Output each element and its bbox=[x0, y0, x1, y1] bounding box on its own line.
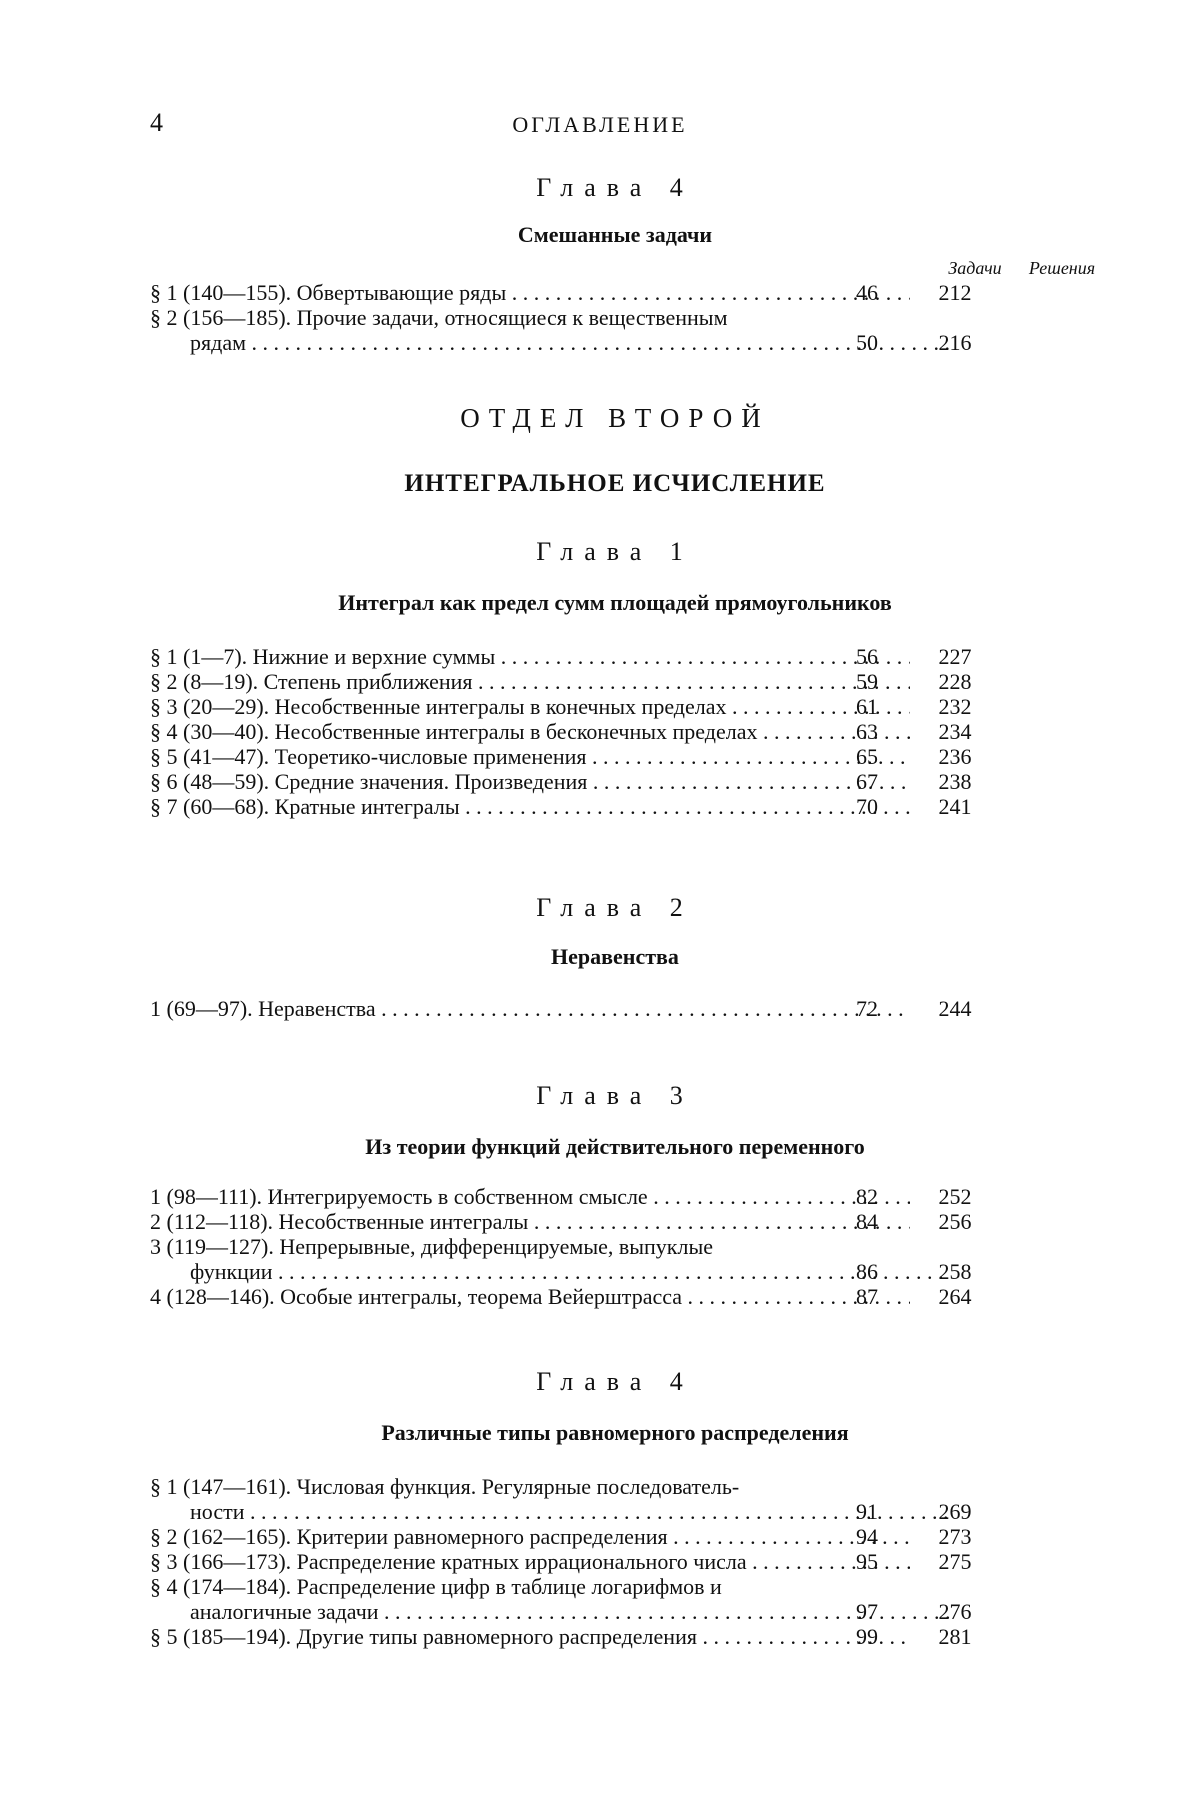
section-chapter-1 bbox=[150, 532, 1080, 819]
toc-entry bbox=[150, 669, 1080, 694]
toc-entry-title: функции . . . bbox=[150, 1259, 950, 1284]
page-tasks: 87 bbox=[832, 1284, 902, 1309]
page-solutions: 244 bbox=[920, 996, 990, 1021]
chapter-title: Различные типы равномерного распределения bbox=[150, 1416, 1080, 1450]
page-solutions: 228 bbox=[920, 669, 990, 694]
toc-entry-title: § 7 (60—68). Кратные интегралы . . . bbox=[150, 794, 910, 819]
page-solutions: 276 bbox=[920, 1599, 990, 1624]
toc-entry-title: § 3 (20—29). Несобственные интегралы в конечных пределах . . . bbox=[150, 694, 910, 719]
toc-entry-title: 4 (128—146). Особые интегралы, теорема Вейерштрасса . . . bbox=[150, 1284, 910, 1309]
toc-entry-title-line: § 2 (156—185). Прочие задачи, относящиеся к вещественным bbox=[150, 305, 910, 330]
chapter-heading: Глава 2 bbox=[150, 888, 1080, 928]
section-chapter-3 bbox=[150, 1076, 1080, 1309]
toc-entry-title: § 2 (162—165). Критерии равномерного распределения . . . bbox=[150, 1524, 910, 1549]
part-label: ОТДЕЛ ВТОРОЙ bbox=[150, 398, 1080, 438]
part-heading-block bbox=[150, 398, 1080, 504]
toc-entry-title-line: 3 (119—127). Непрерывные, дифференцируемые, выпуклые bbox=[150, 1234, 910, 1259]
toc-entry-title: § 2 (8—19). Степень приближения . . . bbox=[150, 669, 910, 694]
page-tasks: 63 bbox=[832, 719, 902, 744]
section-chapter-2 bbox=[150, 888, 1080, 1021]
toc-entry-title: § 5 (185—194). Другие типы равномерного распределения . . . bbox=[150, 1624, 910, 1649]
toc-entry-title-line: § 1 (147—161). Числовая функция. Регулярные последователь- bbox=[150, 1474, 910, 1499]
page-tasks: 70 bbox=[832, 794, 902, 819]
toc-page bbox=[0, 0, 1200, 1803]
page-solutions: 238 bbox=[920, 769, 990, 794]
page-tasks: 59 bbox=[832, 669, 902, 694]
page-tasks: 67 bbox=[832, 769, 902, 794]
toc-entry bbox=[150, 305, 1080, 355]
page-solutions: 275 bbox=[920, 1549, 990, 1574]
chapter-heading: Глава 3 bbox=[150, 1076, 1080, 1116]
toc-entry bbox=[150, 1624, 1080, 1649]
toc-list bbox=[150, 280, 1080, 355]
toc-entry bbox=[150, 1574, 1080, 1624]
toc-entry-title: § 1 (140—155). Обвертывающие ряды . . . bbox=[150, 280, 910, 305]
page-number: 4 bbox=[150, 108, 163, 138]
section-mixed-problems bbox=[150, 168, 1080, 355]
toc-entry bbox=[150, 644, 1080, 669]
toc-entry bbox=[150, 744, 1080, 769]
chapter-heading: Глава 4 bbox=[150, 1362, 1080, 1402]
toc-entry bbox=[150, 694, 1080, 719]
toc-entry-title: § 3 (166—173). Распределение кратных иррационального числа . . . bbox=[150, 1549, 910, 1574]
toc-entry-title: § 5 (41—47). Теоретико-числовые применения . . . bbox=[150, 744, 910, 769]
toc-entry-title: § 4 (30—40). Несобственные интегралы в бесконечных пределах . . . bbox=[150, 719, 910, 744]
column-header-solutions: Решения bbox=[1012, 258, 1112, 279]
toc-entry bbox=[150, 794, 1080, 819]
chapter-title: Смешанные задачи bbox=[150, 218, 1080, 252]
page-tasks: 61 bbox=[832, 694, 902, 719]
page-solutions: 273 bbox=[920, 1524, 990, 1549]
page-solutions: 258 bbox=[920, 1259, 990, 1284]
page-tasks: 46 bbox=[832, 280, 902, 305]
page-tasks: 72 bbox=[832, 996, 902, 1021]
toc-entry-title: аналогичные задачи . . . bbox=[150, 1599, 950, 1624]
page-solutions: 216 bbox=[920, 330, 990, 355]
page-solutions: 227 bbox=[920, 644, 990, 669]
toc-entry bbox=[150, 996, 1080, 1021]
page-tasks: 50 bbox=[832, 330, 902, 355]
toc-entry bbox=[150, 280, 1080, 305]
page-tasks: 56 bbox=[832, 644, 902, 669]
page-tasks: 94 bbox=[832, 1524, 902, 1549]
toc-entry-title: рядам . . . bbox=[150, 330, 950, 355]
running-title: ОГЛАВЛЕНИЕ bbox=[150, 112, 1050, 138]
page-tasks: 65 bbox=[832, 744, 902, 769]
toc-list bbox=[150, 996, 1080, 1021]
toc-entry-title: ности . . . bbox=[150, 1499, 950, 1524]
page-tasks: 91 bbox=[832, 1499, 902, 1524]
page-solutions: 281 bbox=[920, 1624, 990, 1649]
page-solutions: 234 bbox=[920, 719, 990, 744]
page-tasks: 82 bbox=[832, 1184, 902, 1209]
column-header-tasks: Задачи bbox=[930, 258, 1020, 279]
chapter-title: Из теории функций действительного переменного bbox=[150, 1130, 1080, 1164]
page-tasks: 97 bbox=[832, 1599, 902, 1624]
toc-list bbox=[150, 1474, 1080, 1649]
section-chapter-4 bbox=[150, 1362, 1080, 1649]
page-tasks: 99 bbox=[832, 1624, 902, 1649]
toc-entry-title: 1 (69—97). Неравенства . . . bbox=[150, 996, 910, 1021]
toc-entry bbox=[150, 1549, 1080, 1574]
chapter-heading: Глава 4 bbox=[150, 168, 1080, 208]
toc-entry bbox=[150, 719, 1080, 744]
part-title: ИНТЕГРАЛЬНОЕ ИСЧИСЛЕНИЕ bbox=[150, 464, 1080, 504]
page-solutions: 241 bbox=[920, 794, 990, 819]
toc-entry bbox=[150, 1524, 1080, 1549]
page-tasks: 95 bbox=[832, 1549, 902, 1574]
toc-entry-title: § 6 (48—59). Средние значения. Произведения . . . bbox=[150, 769, 910, 794]
page-solutions: 256 bbox=[920, 1209, 990, 1234]
page-tasks: 84 bbox=[832, 1209, 902, 1234]
page-tasks: 86 bbox=[832, 1259, 902, 1284]
column-headers bbox=[150, 252, 1080, 280]
toc-entry bbox=[150, 1234, 1080, 1284]
toc-entry-title: 1 (98—111). Интегрируемость в собственном смысле . . . bbox=[150, 1184, 910, 1209]
toc-entry-title-line: § 4 (174—184). Распределение цифр в таблице логарифмов и bbox=[150, 1574, 910, 1599]
toc-entry-title: § 1 (1—7). Нижние и верхние суммы . . . bbox=[150, 644, 910, 669]
toc-entry bbox=[150, 1474, 1080, 1524]
page-solutions: 264 bbox=[920, 1284, 990, 1309]
toc-entry bbox=[150, 1184, 1080, 1209]
page-solutions: 269 bbox=[920, 1499, 990, 1524]
chapter-heading: Глава 1 bbox=[150, 532, 1080, 572]
page-solutions: 236 bbox=[920, 744, 990, 769]
chapter-title: Интеграл как предел сумм площадей прямоугольников bbox=[150, 586, 1080, 620]
toc-entry bbox=[150, 769, 1080, 794]
toc-entry bbox=[150, 1284, 1080, 1309]
toc-list bbox=[150, 1184, 1080, 1309]
page-solutions: 252 bbox=[920, 1184, 990, 1209]
toc-entry bbox=[150, 1209, 1080, 1234]
page-solutions: 212 bbox=[920, 280, 990, 305]
toc-entry-title: 2 (112—118). Несобственные интегралы . . . bbox=[150, 1209, 910, 1234]
toc-list bbox=[150, 644, 1080, 819]
page-solutions: 232 bbox=[920, 694, 990, 719]
page-header bbox=[150, 108, 1050, 148]
chapter-title: Неравенства bbox=[150, 940, 1080, 974]
